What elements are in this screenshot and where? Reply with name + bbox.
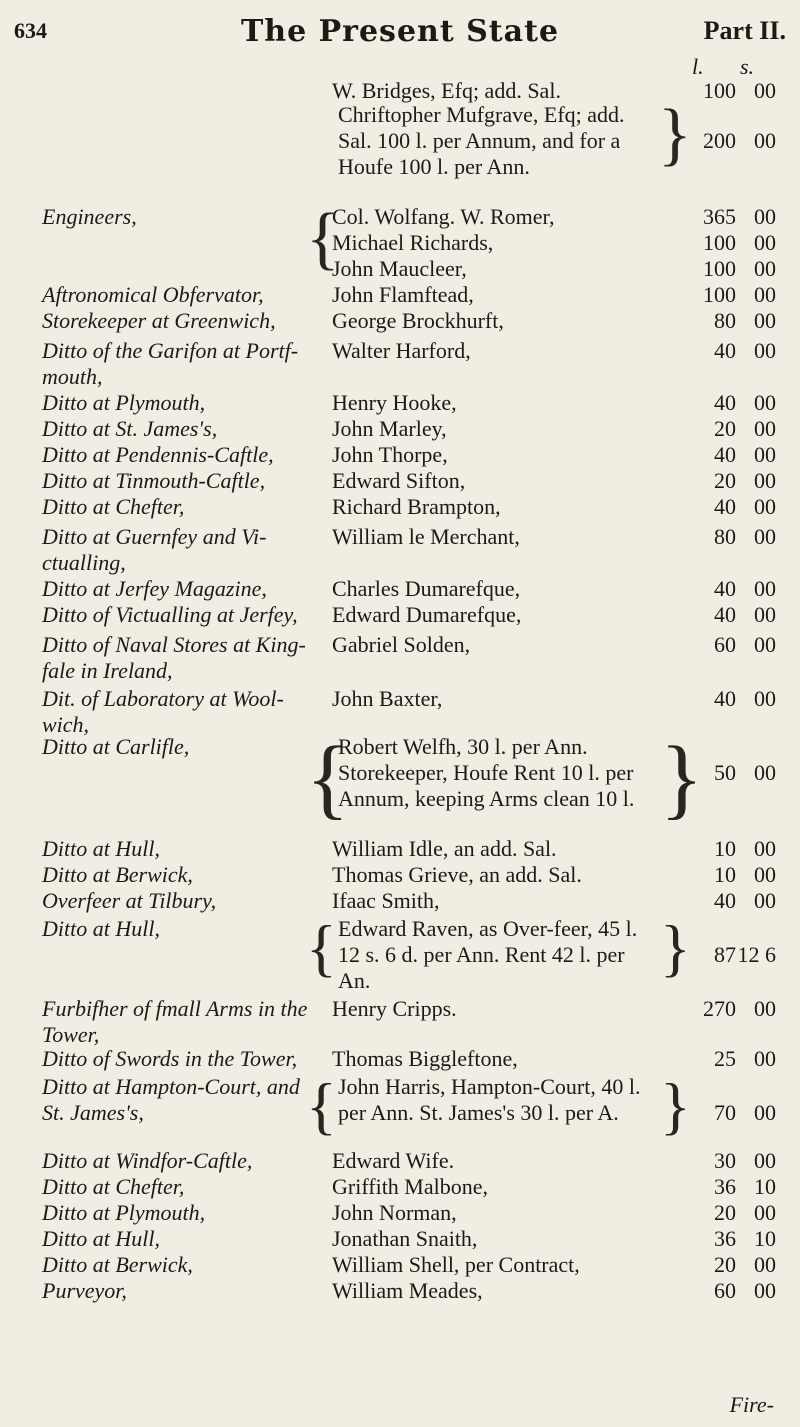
office-title: Ditto at Chefter, (42, 1174, 185, 1199)
pounds-value: 365 (703, 204, 736, 229)
pounds-value: 36 (714, 1226, 736, 1251)
pounds-value: 40 (714, 494, 736, 519)
salary-amount (680, 686, 800, 712)
pounds-value: 40 (714, 888, 736, 913)
officer-name: Edward Wife. (332, 1148, 455, 1173)
shillings-value: 00 (754, 1278, 776, 1303)
pounds-value: 200 (703, 128, 736, 153)
pounds-value: 20 (714, 1252, 736, 1277)
pounds-value: 80 (714, 308, 736, 333)
officer-name: John Harris, Hampton-Court, 40 l. per Ann. St. James's 30 l. per A. (338, 1074, 641, 1125)
officer-name: Thomas Grieve, an add. Sal. (332, 862, 582, 887)
part-label: Part II. (703, 16, 786, 45)
catchword: Fire- (729, 1392, 774, 1417)
brace: { (306, 912, 337, 983)
office-title: Aftronomical Obfervator, (42, 282, 264, 307)
office-title: Ditto at Hull, (42, 836, 160, 861)
salary-amount (680, 888, 800, 914)
officer-name: Henry Hooke, (332, 390, 457, 415)
salary-amount (680, 338, 800, 364)
office-title: Ditto at Plymouth, (42, 390, 206, 415)
officer-name: Jonathan Snaith, (332, 1226, 478, 1251)
page-number: 634 (14, 18, 47, 43)
brace: } (660, 912, 691, 983)
office-title: Engineers, (42, 204, 137, 229)
officer-name: Chriftopher Mufgrave, Efq; add. Sal. 100 l. per Annum, and for a Houfe 100 l. per Ann. (338, 102, 625, 179)
salary-amount (680, 416, 800, 442)
shillings-value: 00 (754, 686, 776, 711)
office-title: Ditto at Hull, (42, 916, 160, 941)
officer-name: John Baxter, (332, 686, 443, 711)
pounds-value: 20 (714, 468, 736, 493)
pounds-value: 40 (714, 442, 736, 467)
officer-name: Edward Sifton, (332, 468, 466, 493)
office-title: Dit. of Laboratory at Wool-wich, (42, 686, 284, 737)
pounds-value: 100 (703, 256, 736, 281)
office-title: Ditto at Tinmouth-Caftle, (42, 468, 266, 493)
shillings-value: 00 (754, 1200, 776, 1225)
officer-name: John Norman, (332, 1200, 457, 1225)
shillings-value: 00 (754, 632, 776, 657)
running-title: The Present State (240, 14, 560, 49)
officer-name: Robert Welfh, 30 l. per Ann. Storekeeper, Houfe Rent 10 l. per Annum, keeping Arms clean 10 l. (338, 734, 635, 811)
shillings-value: 00 (754, 836, 776, 861)
shillings-value: 12 6 (737, 942, 776, 967)
office-title: Ditto at Jerfey Magazine, (42, 576, 267, 601)
salary-amount (680, 128, 800, 154)
shillings-value: 00 (754, 1100, 776, 1125)
shillings-value: 00 (754, 602, 776, 627)
salary-amount (680, 1174, 800, 1200)
officer-name: Edward Dumarefque, (332, 602, 522, 627)
officer-name: John Thorpe, (332, 442, 448, 467)
shillings-value: 00 (754, 524, 776, 549)
pounds-value: 40 (714, 602, 736, 627)
shillings-value: 00 (754, 1046, 776, 1071)
shillings-value: 00 (754, 1148, 776, 1173)
pounds-value: 80 (714, 524, 736, 549)
shillings-value: 00 (754, 128, 776, 153)
office-title: Ditto of the Garifon at Portf-mouth, (42, 338, 299, 389)
pounds-value: 30 (714, 1148, 736, 1173)
pounds-value: 100 (703, 230, 736, 255)
pounds-value: 100 (703, 78, 736, 103)
shillings-value: 00 (754, 494, 776, 519)
pounds-value: 10 (714, 836, 736, 861)
office-title: Ditto at Guernfey and Vi-ctualling, (42, 524, 267, 575)
officer-name: Richard Brampton, (332, 494, 501, 519)
pounds-value: 40 (714, 390, 736, 415)
salary-amount (680, 1148, 800, 1174)
salary-amount (680, 942, 800, 968)
pounds-value: 60 (714, 632, 736, 657)
shillings-value: 00 (754, 78, 776, 103)
salary-amount (680, 524, 800, 550)
office-title: Ditto of Victualling at Jerfey, (42, 602, 298, 627)
pounds-value: 50 (714, 760, 736, 785)
salary-amount (680, 308, 800, 334)
pounds-value: 270 (703, 996, 736, 1021)
officer-name: John Maucleer, (332, 256, 467, 281)
salary-amount (680, 862, 800, 888)
pounds-value: 40 (714, 686, 736, 711)
officer-name: Henry Cripps. (332, 996, 457, 1021)
pounds-value: 25 (714, 1046, 736, 1071)
brace: { (306, 200, 340, 277)
shillings-value: 00 (754, 282, 776, 307)
salary-amount (680, 230, 800, 256)
shillings-value: 00 (754, 204, 776, 229)
office-title: Ditto at Berwick, (42, 862, 193, 887)
office-title: Storekeeper at Greenwich, (42, 308, 276, 333)
shillings-value: 00 (754, 416, 776, 441)
salary-amount (680, 996, 800, 1022)
brace: } (660, 1070, 691, 1141)
officer-name: Col. Wolfang. W. Romer, (332, 204, 555, 229)
shillings-value: 00 (754, 862, 776, 887)
office-title: Purveyor, (42, 1278, 127, 1303)
shillings-value: 10 (754, 1226, 776, 1251)
shillings-value: 00 (754, 390, 776, 415)
salary-amount (680, 282, 800, 308)
officer-name: Edward Raven, as Over-feer, 45 l. 12 s. 6 d. per Ann. Rent 42 l. per An. (338, 916, 638, 993)
office-title: Ditto at Berwick, (42, 1252, 193, 1277)
shillings-value: 00 (754, 1252, 776, 1277)
salary-amount (680, 1252, 800, 1278)
office-title: Ditto at Carlifle, (42, 734, 190, 759)
officer-name: Griffith Malbone, (332, 1174, 489, 1199)
salary-amount (680, 836, 800, 862)
brace: { (306, 729, 350, 828)
units-header (692, 54, 800, 80)
salary-amount (680, 390, 800, 416)
shillings-value: 00 (754, 338, 776, 363)
salary-amount (680, 1046, 800, 1072)
pounds-unit: l. (692, 54, 704, 79)
pounds-value: 20 (714, 1200, 736, 1225)
officer-name: Gabriel Solden, (332, 632, 471, 657)
pounds-value: 40 (714, 338, 736, 363)
officer-name: John Flamftead, (332, 282, 474, 307)
office-title: Ditto at Windfor-Caftle, (42, 1148, 253, 1173)
office-title: Ditto at Hull, (42, 1226, 160, 1251)
officer-name: William Meades, (332, 1278, 483, 1303)
running-header (0, 12, 800, 52)
pounds-value: 20 (714, 416, 736, 441)
salary-amount (680, 442, 800, 468)
officer-name: Michael Richards, (332, 230, 494, 255)
officer-name: W. Bridges, Efq; add. Sal. (332, 78, 561, 103)
office-title: Ditto at Hampton-Court, and St. James's, (42, 1074, 300, 1125)
office-title: Ditto of Swords in the Tower, (42, 1046, 298, 1071)
salary-amount (680, 576, 800, 602)
officer-name: Charles Dumarefque, (332, 576, 521, 601)
pounds-value: 40 (714, 576, 736, 601)
pounds-value: 36 (714, 1174, 736, 1199)
office-title: Furbifher of fmall Arms in the Tower, (42, 996, 308, 1047)
shillings-value: 00 (754, 442, 776, 467)
office-title: Ditto at Pendennis-Caftle, (42, 442, 274, 467)
salary-amount (680, 1226, 800, 1252)
salary-amount (680, 632, 800, 658)
salary-amount (680, 1100, 800, 1126)
shillings-value: 10 (754, 1174, 776, 1199)
brace: } (658, 96, 692, 173)
officer-name: George Brockhurft, (332, 308, 504, 333)
brace: { (306, 1070, 337, 1141)
salary-amount (680, 256, 800, 282)
pounds-value: 10 (714, 862, 736, 887)
officer-name: William Shell, per Contract, (332, 1252, 580, 1277)
office-title: Ditto at Chefter, (42, 494, 185, 519)
pounds-value: 87 (714, 942, 736, 967)
shillings-value: 00 (754, 256, 776, 281)
pounds-value: 100 (703, 282, 736, 307)
shillings-value: 00 (754, 468, 776, 493)
officer-name: William Idle, an add. Sal. (332, 836, 557, 861)
salary-amount (680, 204, 800, 230)
pounds-value: 60 (714, 1278, 736, 1303)
officer-name: Thomas Biggleftone, (332, 1046, 518, 1071)
shillings-value: 00 (754, 308, 776, 333)
salary-amount (680, 494, 800, 520)
shillings-value: 00 (754, 760, 776, 785)
pounds-value: 70 (714, 1100, 736, 1125)
office-title: Overfeer at Tilbury, (42, 888, 217, 913)
office-title: Ditto at Plymouth, (42, 1200, 206, 1225)
shillings-unit: s. (740, 54, 755, 79)
brace: } (660, 729, 704, 828)
officer-name: Ifaac Smith, (332, 888, 440, 913)
salary-amount (680, 78, 800, 104)
shillings-value: 00 (754, 888, 776, 913)
office-title: Ditto at St. James's, (42, 416, 218, 441)
salary-amount (680, 1200, 800, 1226)
officer-name: Walter Harford, (332, 338, 471, 363)
salary-amount (680, 602, 800, 628)
salary-amount (680, 1278, 800, 1304)
officer-name: John Marley, (332, 416, 447, 441)
shillings-value: 00 (754, 576, 776, 601)
officer-name: William le Merchant, (332, 524, 520, 549)
office-title: Ditto of Naval Stores at King-fale in Ireland, (42, 632, 306, 683)
shillings-value: 00 (754, 996, 776, 1021)
salary-amount (680, 468, 800, 494)
shillings-value: 00 (754, 230, 776, 255)
